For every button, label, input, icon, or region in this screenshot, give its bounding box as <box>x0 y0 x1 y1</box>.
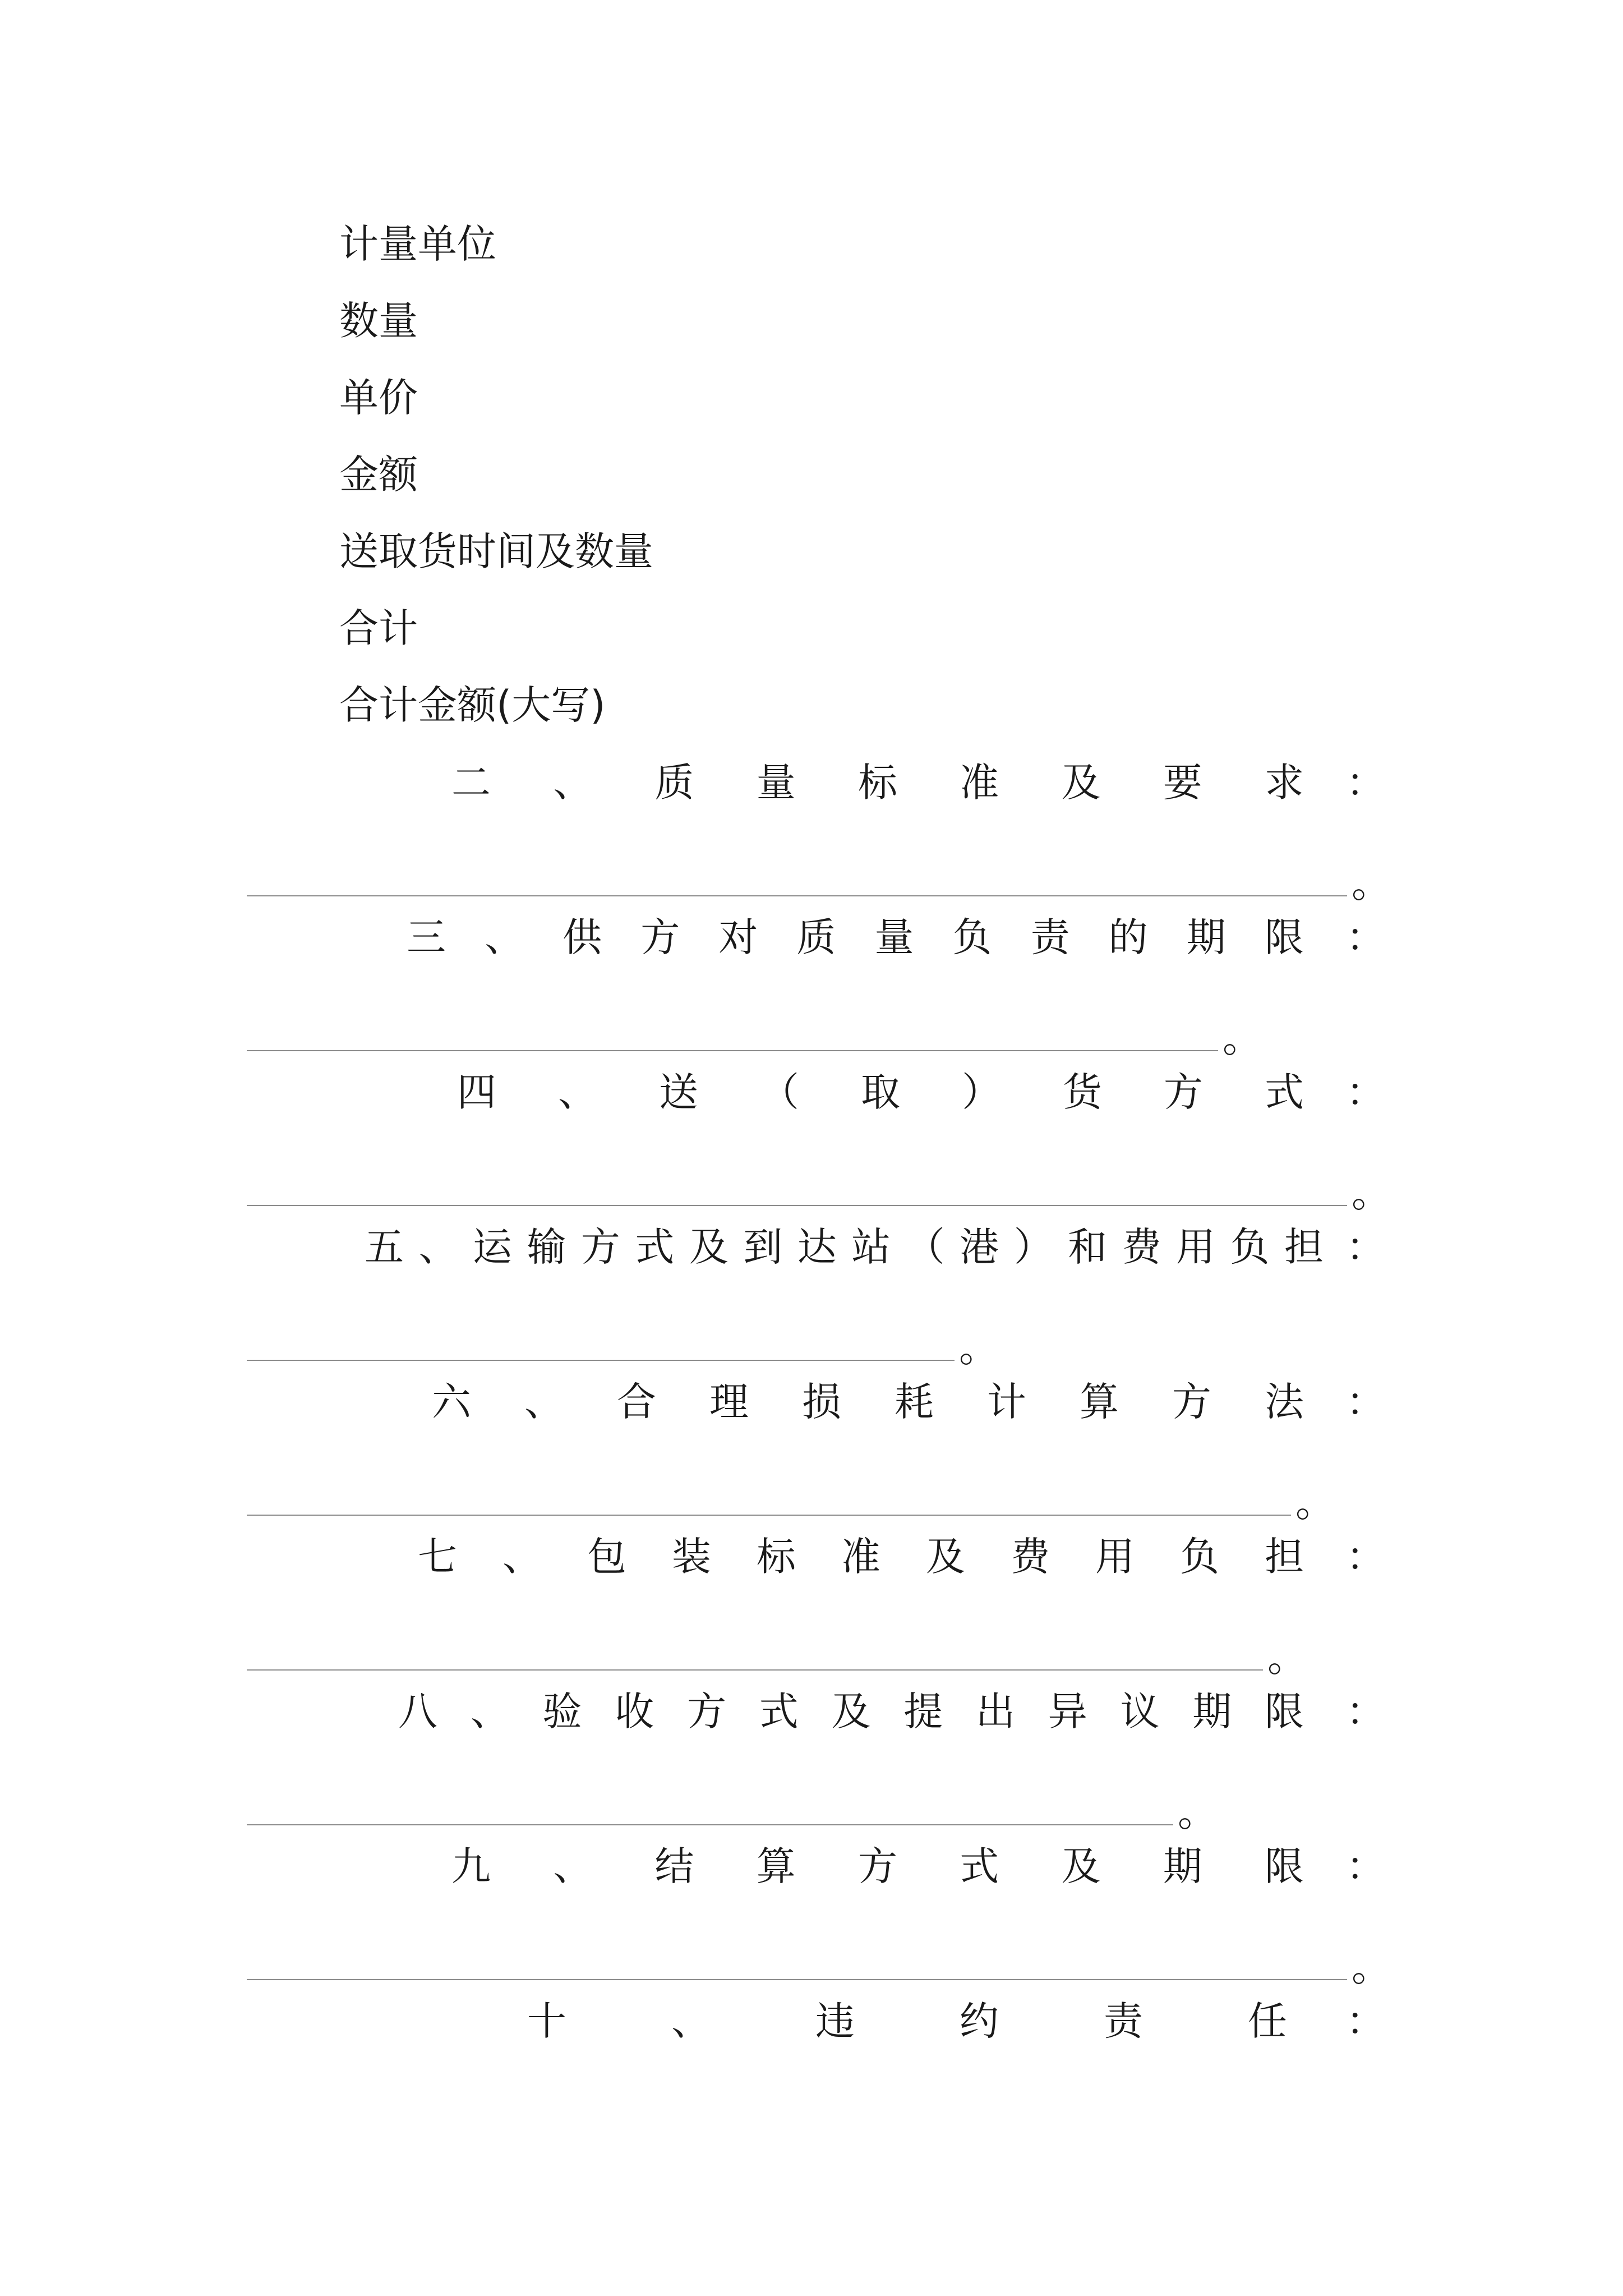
section-packaging-heading <box>247 1531 1385 1582</box>
period: 。 <box>1267 1635 1307 1681</box>
period: 。 <box>1352 1944 1391 1990</box>
colon: ： <box>1346 1534 1385 1580</box>
heading-char: 要 <box>1163 760 1202 806</box>
period: 。 <box>1295 1480 1335 1526</box>
heading-char: 送 <box>659 1069 698 1115</box>
colon: ： <box>1346 914 1385 960</box>
heading-char: 、 <box>553 1843 593 1889</box>
heading-char: 约 <box>960 1998 999 2044</box>
period: 。 <box>1352 861 1391 907</box>
section-label <box>247 1686 1346 1737</box>
heading-char: 、 <box>485 914 524 960</box>
heading-char: 异 <box>1048 1688 1087 1734</box>
heading-char: 六 <box>432 1379 471 1425</box>
section-loss-calculation-blank <box>247 1472 1335 1526</box>
colon: ： <box>1346 1069 1385 1115</box>
heading-char: 结 <box>654 1843 694 1889</box>
heading-char: 算 <box>1080 1379 1119 1425</box>
heading-char: 负 <box>1230 1224 1270 1270</box>
item-unit-price: 单价 <box>339 375 418 421</box>
heading-char: 质 <box>654 760 694 806</box>
heading-char: 期 <box>1192 1688 1232 1734</box>
heading-char: 期 <box>1163 1843 1202 1889</box>
heading-char: 担 <box>1284 1224 1324 1270</box>
heading-char: 耗 <box>895 1379 934 1425</box>
heading-char: 费 <box>1011 1534 1050 1580</box>
heading-char: 四 <box>457 1069 496 1115</box>
heading-char: 站 <box>851 1224 891 1270</box>
heading-char: 算 <box>756 1843 796 1889</box>
heading-char: 限 <box>1265 1843 1304 1889</box>
heading-char: 、 <box>418 1224 458 1270</box>
heading-char: 达 <box>797 1224 837 1270</box>
heading-char: 供 <box>562 914 602 960</box>
item-measure-unit: 计量单位 <box>339 221 496 267</box>
heading-char: 求 <box>1265 760 1304 806</box>
heading-char: 方 <box>1172 1379 1211 1425</box>
heading-char: 标 <box>858 760 897 806</box>
heading-char: 任 <box>1248 1998 1287 2044</box>
heading-char: 违 <box>815 1998 855 2044</box>
heading-char: 包 <box>587 1534 626 1580</box>
section-quality-standard-heading <box>247 757 1385 808</box>
heading-char: 的 <box>1108 914 1148 960</box>
fill-in-line <box>247 1669 1263 1671</box>
section-liability-heading <box>247 1996 1385 2046</box>
item-total-amount-uppercase: 合计金额(大写) <box>339 682 606 728</box>
section-transport-blank <box>247 1317 998 1371</box>
fill-in-line <box>247 1205 1347 1206</box>
heading-char: 、 <box>470 1688 510 1734</box>
fill-in-line <box>247 1050 1218 1051</box>
heading-char: 标 <box>757 1534 796 1580</box>
section-packaging-blank <box>247 1627 1307 1681</box>
heading-char: 式 <box>759 1688 799 1734</box>
heading-char: （ <box>760 1069 799 1115</box>
heading-char: 取 <box>861 1069 900 1115</box>
fill-in-line <box>247 1824 1173 1825</box>
fill-in-line <box>247 895 1347 896</box>
item-total: 合计 <box>339 605 418 651</box>
heading-char: 对 <box>718 914 758 960</box>
heading-char: 损 <box>802 1379 841 1425</box>
heading-char: 限 <box>1265 1688 1304 1734</box>
heading-char: 三 <box>407 914 446 960</box>
colon: ： <box>1346 1688 1385 1734</box>
colon: ： <box>1346 1998 1385 2044</box>
heading-char: 式 <box>635 1224 675 1270</box>
heading-char: 法 <box>1265 1379 1304 1425</box>
heading-char: 方 <box>580 1224 620 1270</box>
section-settlement-blank <box>247 1936 1391 1990</box>
heading-char: 质 <box>796 914 836 960</box>
heading-char: 提 <box>903 1688 943 1734</box>
heading-char: 负 <box>1180 1534 1219 1580</box>
heading-char: 责 <box>1104 1998 1143 2044</box>
heading-char: 验 <box>542 1688 582 1734</box>
section-delivery-method-heading <box>247 1067 1385 1117</box>
period: 。 <box>959 1325 998 1371</box>
heading-char: 准 <box>841 1534 880 1580</box>
heading-char: 责 <box>1030 914 1070 960</box>
period: 。 <box>1223 1015 1262 1061</box>
heading-char: 担 <box>1265 1534 1304 1580</box>
section-delivery-method-blank <box>247 1162 1391 1216</box>
heading-char: 八 <box>398 1688 437 1734</box>
section-acceptance-blank <box>247 1782 1217 1835</box>
heading-char: ） <box>1013 1224 1053 1270</box>
heading-char: 期 <box>1186 914 1226 960</box>
heading-char: 计 <box>987 1379 1026 1425</box>
heading-char: 及 <box>689 1224 728 1270</box>
heading-char: 、 <box>502 1534 542 1580</box>
section-quality-period-heading <box>247 912 1385 963</box>
section-label <box>247 1377 1346 1427</box>
section-quality-standard-blank <box>247 853 1391 907</box>
section-quality-period-blank <box>247 1007 1262 1061</box>
heading-char: 方 <box>1164 1069 1203 1115</box>
heading-char: 二 <box>451 760 491 806</box>
section-label <box>247 1996 1346 2046</box>
item-amount: 金额 <box>339 452 418 498</box>
fill-in-line <box>247 1360 955 1361</box>
heading-char: 量 <box>874 914 914 960</box>
heading-char: 准 <box>960 760 999 806</box>
heading-char: 用 <box>1176 1224 1216 1270</box>
section-label <box>247 1841 1346 1892</box>
section-label <box>247 1222 1346 1272</box>
heading-char: 、 <box>671 1998 711 2044</box>
heading-char: 货 <box>1063 1069 1102 1115</box>
period: 。 <box>1352 1170 1391 1216</box>
heading-char: 及 <box>1061 1843 1101 1889</box>
section-transport-heading <box>247 1222 1385 1272</box>
heading-char: 输 <box>527 1224 566 1270</box>
heading-char: 及 <box>926 1534 965 1580</box>
heading-char: 方 <box>640 914 680 960</box>
heading-char: 负 <box>952 914 992 960</box>
item-delivery-time-quantity: 送取货时间及数量 <box>339 528 653 574</box>
heading-char: 、 <box>524 1379 564 1425</box>
heading-char: 运 <box>472 1224 512 1270</box>
heading-char: 和 <box>1068 1224 1108 1270</box>
heading-char: 理 <box>709 1379 749 1425</box>
heading-char: 式 <box>960 1843 999 1889</box>
heading-char: ） <box>962 1069 1001 1115</box>
heading-char: 七 <box>418 1534 457 1580</box>
period: 。 <box>1178 1789 1217 1835</box>
section-label <box>247 912 1346 963</box>
section-acceptance-heading <box>247 1686 1385 1737</box>
heading-char: 用 <box>1095 1534 1135 1580</box>
heading-char: 出 <box>976 1688 1015 1734</box>
heading-char: 及 <box>831 1688 871 1734</box>
heading-char: 港 <box>960 1224 999 1270</box>
heading-char: 装 <box>672 1534 711 1580</box>
heading-char: 十 <box>527 1998 566 2044</box>
heading-char: 九 <box>451 1843 491 1889</box>
heading-char: 、 <box>553 760 593 806</box>
colon: ： <box>1346 1843 1385 1889</box>
section-loss-calculation-heading <box>247 1377 1385 1427</box>
heading-char: 、 <box>558 1069 597 1115</box>
heading-char: 量 <box>756 760 796 806</box>
heading-char: 式 <box>1265 1069 1304 1115</box>
heading-char: 到 <box>743 1224 783 1270</box>
heading-char: 及 <box>1061 760 1101 806</box>
fill-in-line <box>247 1515 1291 1516</box>
heading-char: 限 <box>1264 914 1304 960</box>
section-label <box>247 1531 1346 1582</box>
section-settlement-heading <box>247 1841 1385 1892</box>
colon: ： <box>1346 760 1385 806</box>
section-label <box>247 1067 1346 1117</box>
section-label <box>247 757 1346 808</box>
item-quantity: 数量 <box>339 298 418 344</box>
colon: ： <box>1346 1224 1385 1270</box>
heading-char: 方 <box>858 1843 897 1889</box>
heading-char: （ <box>905 1224 945 1270</box>
heading-char: 议 <box>1120 1688 1160 1734</box>
heading-char: 方 <box>687 1688 726 1734</box>
colon: ： <box>1346 1379 1385 1425</box>
heading-char: 费 <box>1122 1224 1161 1270</box>
heading-char: 收 <box>615 1688 654 1734</box>
heading-char: 五 <box>365 1224 404 1270</box>
fill-in-line <box>247 1979 1347 1980</box>
heading-char: 合 <box>617 1379 656 1425</box>
